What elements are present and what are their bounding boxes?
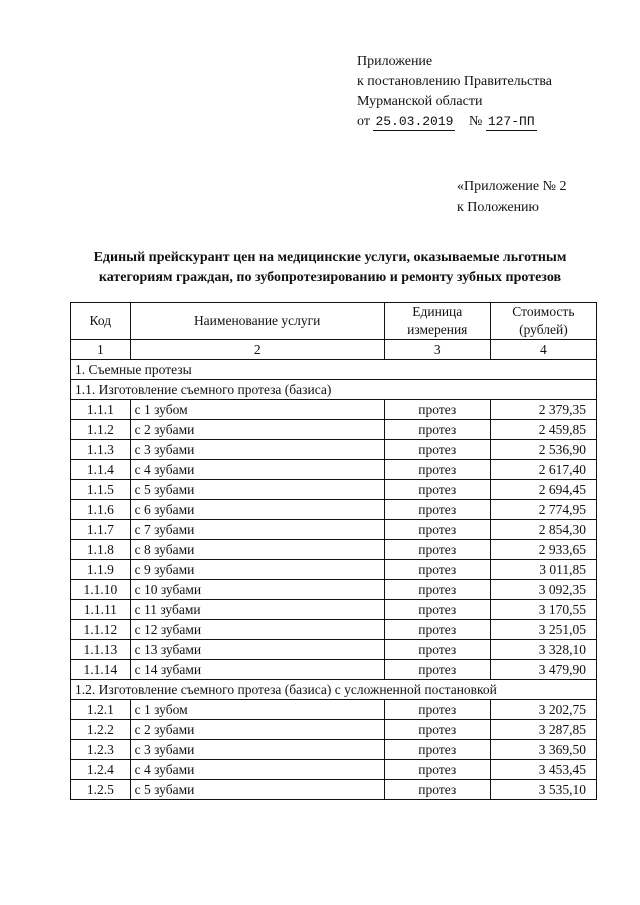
annex-line-1: Приложение (357, 54, 433, 69)
cell-code: 1.2.5 (71, 780, 131, 800)
cell-code: 1.2.4 (71, 760, 131, 780)
table-row (71, 440, 597, 460)
cell-code: 1.1.10 (71, 580, 131, 600)
cell-price: 3 092,35 (490, 580, 596, 600)
header-unit-line-1: Единица (412, 304, 463, 319)
table-row (71, 420, 597, 440)
cell-name: с 1 зубом (130, 700, 384, 720)
title-line-1: Единый прейскурант цен на медицинские услуги, оказываемые льготным (93, 250, 567, 265)
title-line-2: категориям граждан, по зубопротезированию и ремонту зубных протезов (98, 270, 562, 285)
cell-unit: протез (384, 640, 490, 660)
header-name: Наименование услуги (130, 303, 384, 340)
cell-name: с 5 зубами (130, 780, 384, 800)
column-number-1: 1 (71, 340, 131, 360)
cell-price: 3 369,50 (490, 740, 596, 760)
cell-unit: протез (384, 480, 490, 500)
cell-unit: протез (384, 700, 490, 720)
cell-name: с 9 зубами (130, 560, 384, 580)
annex-block (357, 52, 552, 132)
cell-code: 1.1.3 (71, 440, 131, 460)
table-row (71, 520, 597, 540)
column-number-row (71, 340, 597, 360)
table-row (71, 740, 597, 760)
cell-code: 1.1.13 (71, 640, 131, 660)
cell-name: с 14 зубами (130, 660, 384, 680)
appendix-block (457, 176, 567, 218)
cell-code: 1.1.7 (71, 520, 131, 540)
cell-name: с 3 зубами (130, 440, 384, 460)
header-price-line-2: (рублей) (519, 322, 568, 337)
cell-code: 1.1.8 (71, 540, 131, 560)
cell-price: 2 933,65 (490, 540, 596, 560)
resolution-date: 25.03.2019 (375, 114, 454, 129)
section-1-1-title: 1.1. Изготовление съемного протеза (базиса) (71, 380, 597, 400)
cell-price: 3 011,85 (490, 560, 596, 580)
section-1-2-title: 1.2. Изготовление съемного протеза (базиса) с усложненной постановкой (71, 680, 597, 700)
cell-unit: протез (384, 420, 490, 440)
cell-price: 2 379,35 (490, 400, 596, 420)
cell-name: с 4 зубами (130, 460, 384, 480)
cell-unit: протез (384, 540, 490, 560)
column-number-4: 4 (490, 340, 596, 360)
cell-code: 1.1.9 (71, 560, 131, 580)
table-row (71, 760, 597, 780)
cell-unit: протез (384, 720, 490, 740)
cell-code: 1.2.3 (71, 740, 131, 760)
cell-unit: протез (384, 400, 490, 420)
annex-line-3: Мурманской области (357, 94, 483, 109)
table-row (71, 480, 597, 500)
table-row (71, 500, 597, 520)
cell-unit: протез (384, 760, 490, 780)
cell-code: 1.1.4 (71, 460, 131, 480)
cell-name: с 13 зубами (130, 640, 384, 660)
cell-price: 3 535,10 (490, 780, 596, 800)
cell-name: с 6 зубами (130, 500, 384, 520)
cell-code: 1.1.1 (71, 400, 131, 420)
cell-name: с 12 зубами (130, 620, 384, 640)
cell-price: 2 774,95 (490, 500, 596, 520)
cell-price: 2 459,85 (490, 420, 596, 440)
cell-unit: протез (384, 500, 490, 520)
cell-unit: протез (384, 560, 490, 580)
table-row (71, 620, 597, 640)
cell-code: 1.1.11 (71, 600, 131, 620)
table-row (71, 400, 597, 420)
from-label: от (357, 114, 370, 129)
table-row (71, 640, 597, 660)
cell-unit: протез (384, 620, 490, 640)
cell-price: 2 694,45 (490, 480, 596, 500)
cell-price: 3 287,85 (490, 720, 596, 740)
section-row (71, 680, 597, 700)
table-row (71, 600, 597, 620)
cell-unit: протез (384, 580, 490, 600)
section-row (71, 360, 597, 380)
cell-code: 1.1.5 (71, 480, 131, 500)
header-unit-line-2: измерения (407, 322, 468, 337)
cell-unit: протез (384, 460, 490, 480)
cell-name: с 1 зубом (130, 400, 384, 420)
cell-price: 3 202,75 (490, 700, 596, 720)
table-row (71, 700, 597, 720)
cell-price: 3 453,45 (490, 760, 596, 780)
table-row (71, 540, 597, 560)
cell-name: с 2 зубами (130, 420, 384, 440)
cell-code: 1.2.1 (71, 700, 131, 720)
cell-code: 1.1.12 (71, 620, 131, 640)
cell-unit: протез (384, 520, 490, 540)
cell-price: 3 479,90 (490, 660, 596, 680)
table-row (71, 460, 597, 480)
cell-price: 3 251,05 (490, 620, 596, 640)
section-1-title: 1. Съемные протезы (71, 360, 597, 380)
table-row (71, 580, 597, 600)
document-title (60, 248, 600, 288)
cell-price: 3 170,55 (490, 600, 596, 620)
cell-unit: протез (384, 440, 490, 460)
table-row (71, 780, 597, 800)
cell-code: 1.1.14 (71, 660, 131, 680)
section-row (71, 380, 597, 400)
cell-code: 1.1.6 (71, 500, 131, 520)
cell-price: 3 328,10 (490, 640, 596, 660)
cell-unit: протез (384, 780, 490, 800)
table-row (71, 720, 597, 740)
cell-name: с 4 зубами (130, 760, 384, 780)
resolution-number: 127-ПП (487, 114, 535, 129)
cell-unit: протез (384, 600, 490, 620)
price-table (70, 302, 597, 800)
table-row (71, 660, 597, 680)
cell-code: 1.2.2 (71, 720, 131, 740)
cell-code: 1.1.2 (71, 420, 131, 440)
header-price-line-1: Стоимость (512, 304, 575, 319)
cell-unit: протез (384, 740, 490, 760)
header-unit (384, 303, 490, 340)
appendix-line-2: к Положению (457, 200, 540, 215)
cell-unit: протез (384, 660, 490, 680)
cell-price: 2 854,30 (490, 520, 596, 540)
cell-name: с 8 зубами (130, 540, 384, 560)
table-row (71, 560, 597, 580)
annex-line-2: к постановлению Правительства (357, 74, 553, 89)
table-header-row (71, 303, 597, 340)
cell-name: с 11 зубами (130, 600, 384, 620)
cell-name: с 3 зубами (130, 740, 384, 760)
number-label: № (468, 114, 483, 129)
cell-price: 2 536,90 (490, 440, 596, 460)
annex-date-line (357, 112, 552, 132)
header-code: Код (71, 303, 131, 340)
cell-name: с 7 зубами (130, 520, 384, 540)
column-number-2: 2 (130, 340, 384, 360)
appendix-line-1: «Приложение № 2 (457, 179, 567, 194)
cell-price: 2 617,40 (490, 460, 596, 480)
cell-name: с 10 зубами (130, 580, 384, 600)
header-price (490, 303, 596, 340)
cell-name: с 2 зубами (130, 720, 384, 740)
column-number-3: 3 (384, 340, 490, 360)
cell-name: с 5 зубами (130, 480, 384, 500)
